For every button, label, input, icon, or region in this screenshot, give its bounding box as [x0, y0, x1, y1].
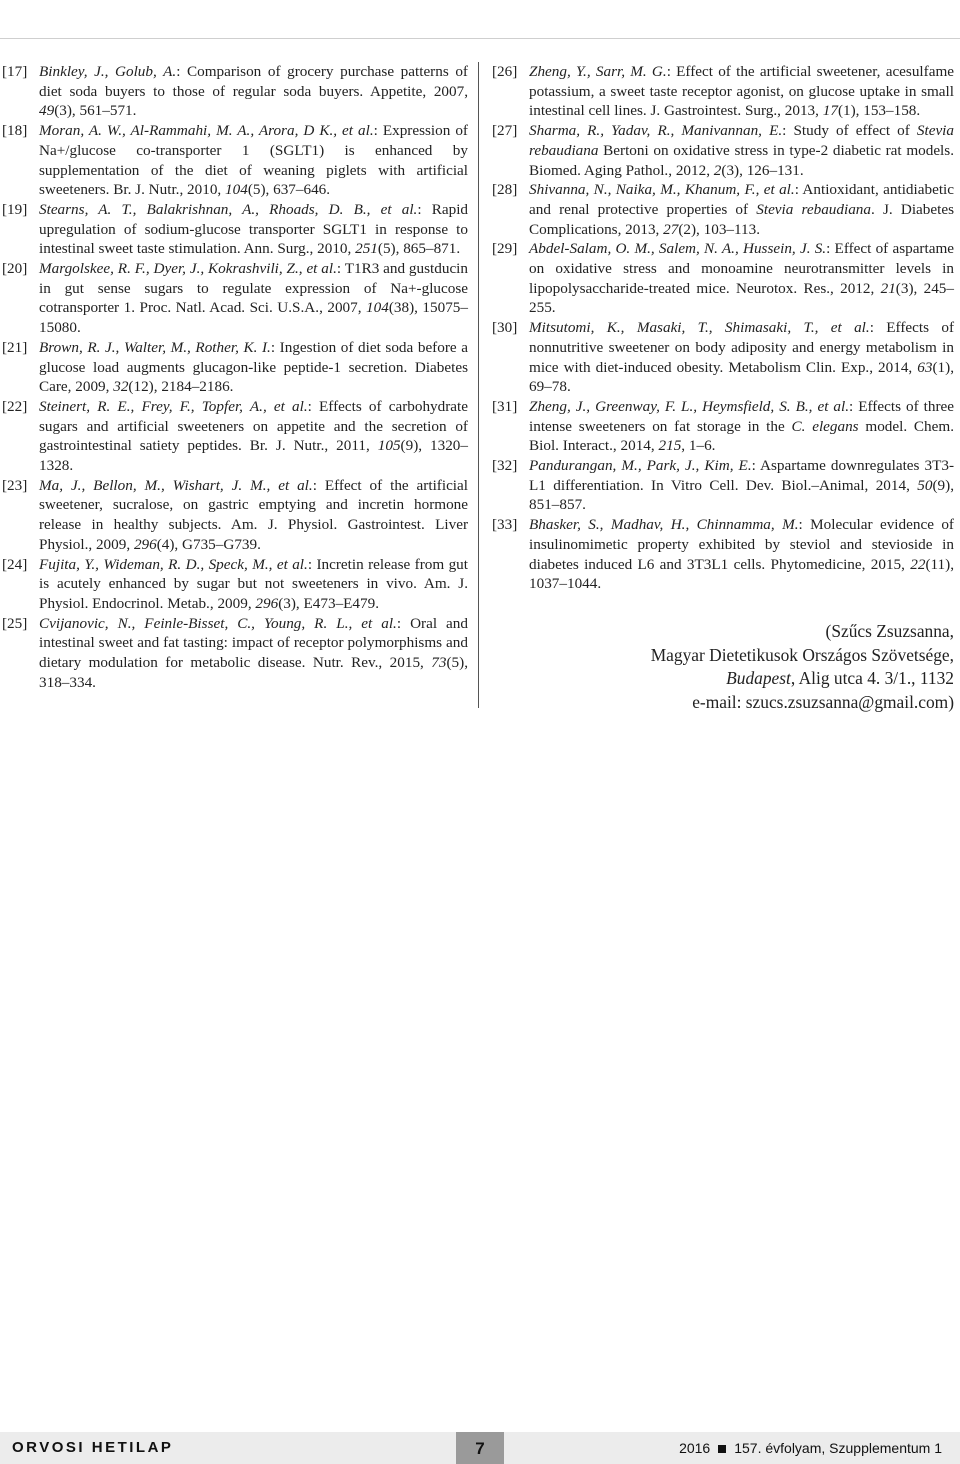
reference-authors: Stearns, A. T., Balakrishnan, A., Rhoads, D. B., et al. — [39, 200, 418, 218]
reference-citation-cont: model. Chem. Biol. Interact., 2014, — [529, 417, 954, 455]
reference-volume: 296 — [255, 594, 279, 612]
reference-pages: (2), 103–113. — [678, 220, 761, 238]
reference-citation: : Effects of three intense sweeteners on fat storage in the — [529, 397, 954, 435]
reference-number: [29] — [492, 240, 518, 258]
reference-item — [492, 397, 954, 456]
reference-citation: : T1R3 and gustducin in gut sense sugars to regulate expression of Na+-glucose cotransporter 1. Proc. Natl. Acad. Sci. U.S.A., 2007, — [39, 260, 468, 317]
reference-authors: Mitsutomi, K., Masaki, T., Shimasaki, T., et al. — [529, 319, 870, 337]
reference-text — [529, 180, 954, 239]
reference-authors: Zheng, Y., Sarr, M. G. — [529, 63, 667, 80]
reference-pages: (38), 15075–15080. — [39, 299, 468, 337]
reference-item — [2, 338, 468, 397]
reference-authors: Moran, A. W., Al-Rammahi, M. A., Arora, D K., et al. — [39, 122, 374, 140]
reference-volume: 32 — [113, 378, 129, 396]
reference-item — [492, 456, 954, 515]
reference-item — [492, 62, 954, 121]
reference-text — [39, 614, 468, 693]
page-footer — [0, 1432, 960, 1464]
reference-volume: 27 — [663, 220, 679, 238]
reference-text — [529, 397, 954, 456]
reference-citation: : Effects of carbohydrate sugars and artificial sweeteners on appetite and the secretion of gastrointestinal satiety peptides. Br. J. Nutr., 2011, — [39, 397, 468, 455]
reference-number: [33] — [492, 516, 518, 534]
reference-volume: 296 — [133, 535, 157, 553]
square-bullet-icon — [718, 1445, 726, 1453]
reference-number: [23] — [2, 476, 28, 494]
reference-authors: Abdel-Salam, O. M., Salem, N. A., Hussein, J. S. — [529, 240, 827, 258]
reference-text — [39, 121, 468, 200]
reference-volume: 73 — [431, 654, 447, 672]
reference-number: [21] — [2, 338, 28, 356]
reference-text — [529, 62, 954, 121]
reference-item — [2, 555, 468, 614]
reference-citation: : Effect of the artificial sweetener, acesulfame potassium, a sweet taste receptor agonist, on glucose uptake in small intestinal cell lines. J. Gastrointest. Surg., 2013, — [529, 63, 954, 120]
top-rule — [0, 38, 960, 39]
reference-citation: : Incretin release from gut is acutely enhanced by sugar but not sweeteners in vivo. Am. J. Physiol. Endocrinol. Metab., 2009, — [39, 555, 468, 612]
reference-pages: , 1–6. — [681, 437, 716, 455]
reference-pages: (12), 2184–2186. — [128, 378, 234, 396]
reference-text — [39, 62, 468, 121]
reference-pages: (9), 1320–1328. — [39, 437, 468, 475]
reference-species: Stevia rebaudiana — [529, 122, 954, 159]
signature-street: , Alig utca 4. 3/1., 1132 — [790, 668, 954, 688]
reference-authors: Binkley, J., Golub, A. — [39, 63, 177, 80]
reference-volume: 17 — [822, 102, 838, 120]
reference-volume: 22 — [910, 555, 926, 573]
reference-volume: 105 — [377, 437, 401, 455]
page-number-box — [456, 1432, 504, 1464]
journal-title: ORVOSI HETILAP — [12, 1439, 174, 1456]
reference-number: [17] — [2, 63, 28, 80]
reference-number: [20] — [2, 260, 28, 278]
reference-item — [2, 62, 468, 121]
reference-text — [39, 200, 468, 259]
reference-item — [2, 614, 468, 693]
reference-authors: Sharma, R., Yadav, R., Manivannan, E. — [529, 122, 783, 140]
reference-number: [31] — [492, 397, 518, 415]
reference-citation: : Oral and intestinal sweet and fat tasting: impact of receptor polymorphisms and dietary modulation for metabolic disease. Nutr. Rev., 2015, — [39, 614, 468, 672]
reference-authors: Zheng, J., Greenway, F. L., Heymsfield, S. B., et al. — [529, 397, 850, 415]
reference-item — [492, 318, 954, 397]
reference-volume: 2 — [713, 161, 722, 179]
reference-item — [492, 515, 954, 594]
reference-text — [39, 397, 468, 476]
reference-item — [492, 239, 954, 318]
reference-pages: (9), 851–857. — [529, 476, 954, 514]
reference-number: [26] — [492, 63, 518, 80]
reference-authors: Ma, J., Bellon, M., Wishart, J. M., et al. — [39, 476, 313, 494]
reference-species: Stevia rebaudiana — [756, 200, 871, 218]
reference-pages: (3), 126–131. — [721, 161, 804, 179]
reference-authors: Cvijanovic, N., Feinle-Bisset, C., Young, R. L., et al. — [39, 614, 397, 632]
reference-text — [39, 338, 468, 397]
reference-item — [2, 121, 468, 200]
references-left-column — [2, 62, 468, 693]
reference-authors: Brown, R. J., Walter, M., Rother, K. I. — [39, 338, 271, 356]
signature-email: e-mail: szucs.zsuzsanna@gmail.com) — [692, 691, 954, 712]
reference-volume: 50 — [917, 476, 933, 494]
reference-item — [2, 397, 468, 476]
reference-pages: (5), 318–334. — [39, 654, 468, 691]
reference-number: [25] — [2, 614, 28, 632]
reference-pages: (5), 865–871. — [377, 240, 461, 258]
reference-volume: 63 — [917, 358, 933, 376]
reference-volume: 251 — [355, 240, 378, 258]
reference-pages: (1), 153–158. — [837, 102, 921, 120]
reference-pages: (11), 1037–1044. — [529, 555, 954, 593]
reference-citation: : Expression of Na+/glucose co-transporter 1 (SGLT1) is enhanced by supplementation of the diet of weaning piglets with artificial sweeteners. Br. J. Nutr., 2010, — [39, 122, 468, 199]
reference-citation: : Ingestion of diet soda before a glucose load augments glucagon-like peptide-1 secretion. Diabetes Care, 2009, — [39, 338, 468, 396]
reference-number: [28] — [492, 181, 518, 199]
reference-pages: (3), 561–571. — [54, 102, 137, 120]
reference-text — [529, 239, 954, 318]
signature-name: (Szűcs Zsuzsanna, — [825, 621, 954, 641]
reference-volume: 215 — [658, 437, 682, 455]
reference-citation: : Antioxidant, antidiabetic and renal protective properties of — [529, 181, 954, 218]
reference-volume: 104 — [225, 181, 248, 199]
reference-species: C. elegans — [791, 417, 859, 435]
reference-citation: : Comparison of grocery purchase patterns of diet soda buyers to those of regular soda buyers. Appetite, 2007, — [39, 63, 468, 100]
reference-number: [32] — [492, 457, 518, 475]
reference-citation: : Study of effect of — [782, 122, 917, 140]
reference-number: [19] — [2, 200, 28, 218]
issue-info — [679, 1440, 942, 1456]
reference-authors: Shivanna, N., Naika, M., Khanum, F., et al. — [529, 181, 795, 199]
reference-volume: 49 — [39, 102, 55, 120]
reference-volume: 21 — [880, 279, 896, 297]
reference-text — [39, 476, 468, 555]
reference-authors: Margolskee, R. F., Dyer, J., Kokrashvili, Z., et al. — [39, 260, 337, 278]
reference-text — [529, 318, 954, 397]
reference-text — [39, 555, 468, 614]
reference-number: [24] — [2, 555, 28, 573]
reference-citation: : Effect of the artificial sweetener, sucralose, on gastric emptying and incretin hormone release in healthy subjects. Am. J. Physiol. Gastrointest. Liver Physiol., 2009, — [39, 476, 468, 553]
reference-authors: Steinert, R. E., Frey, F., Topfer, A., et al. — [39, 397, 308, 415]
reference-citation: : Rapid upregulation of sodium-glucose transporter SGLT1 in response to intestinal sweet taste stimulation. Ann. Surg., 2010, — [39, 200, 469, 258]
reference-pages: (4), G735–G739. — [156, 535, 261, 553]
reference-pages: (3), E473–E479. — [278, 594, 380, 612]
reference-authors: Fujita, Y., Wideman, R. D., Speck, M., et al. — [39, 555, 308, 573]
author-signature — [560, 620, 954, 714]
reference-text — [529, 456, 954, 515]
reference-item — [2, 259, 468, 338]
reference-pages: (1), 69–78. — [529, 358, 954, 396]
reference-volume: 104 — [366, 299, 389, 317]
reference-item — [2, 476, 468, 555]
reference-citation-cont: . J. Diabetes Complications, 2013, — [529, 200, 954, 238]
reference-text — [529, 121, 954, 180]
reference-number: [22] — [2, 397, 28, 415]
reference-item — [492, 180, 954, 239]
reference-number: [18] — [2, 122, 28, 140]
signature-city: Budapest — [726, 668, 791, 688]
reference-item — [492, 121, 954, 180]
reference-authors: Bhasker, S., Madhav, H., Chinnamma, M. — [529, 516, 799, 534]
issue-volume: 157. évfolyam, Szupplementum 1 — [734, 1440, 942, 1456]
reference-citation: : Aspartame downregulates 3T3-L1 differentiation. In Vitro Cell. Dev. Biol.–Animal, 2014, — [529, 457, 954, 494]
reference-pages: (3), 245–255. — [529, 279, 954, 317]
reference-text — [529, 515, 954, 594]
reference-text — [39, 259, 468, 338]
reference-citation: : Effect of aspartame on oxidative stress and monoamine neurotransmitter levels in lipopolysaccharide-treated mice. Neurotox. Res., 2012, — [529, 240, 955, 297]
page-number: 7 — [475, 1439, 485, 1458]
issue-year: 2016 — [679, 1440, 711, 1456]
reference-item — [2, 200, 468, 259]
signature-address — [560, 667, 954, 691]
column-divider — [478, 62, 479, 708]
signature-organization: Magyar Dietetikusok Országos Szövetsége, — [650, 644, 954, 665]
reference-number: [27] — [492, 122, 518, 140]
reference-number: [30] — [492, 319, 518, 337]
reference-pages: (5), 637–646. — [247, 181, 331, 199]
references-right-column — [492, 62, 954, 594]
reference-authors: Pandurangan, M., Park, J., Kim, E. — [529, 457, 752, 475]
reference-citation: : Molecular evidence of insulinomimetic property exhibited by steviol and stevioside in diabetes induced L6 and 3T3L1 cells. Phytomedicine, 2015, — [529, 516, 954, 573]
reference-citation: : Effects of nonnutritive sweetener on body adiposity and energy metabolism in mice with diet-induced obesity. Metabolism Clin. Exp., 2014, — [529, 319, 955, 376]
reference-citation-cont: Bertoni on oxidative stress in type-2 diabetic rat models. Biomed. Aging Pathol., 2012, — [529, 141, 954, 179]
